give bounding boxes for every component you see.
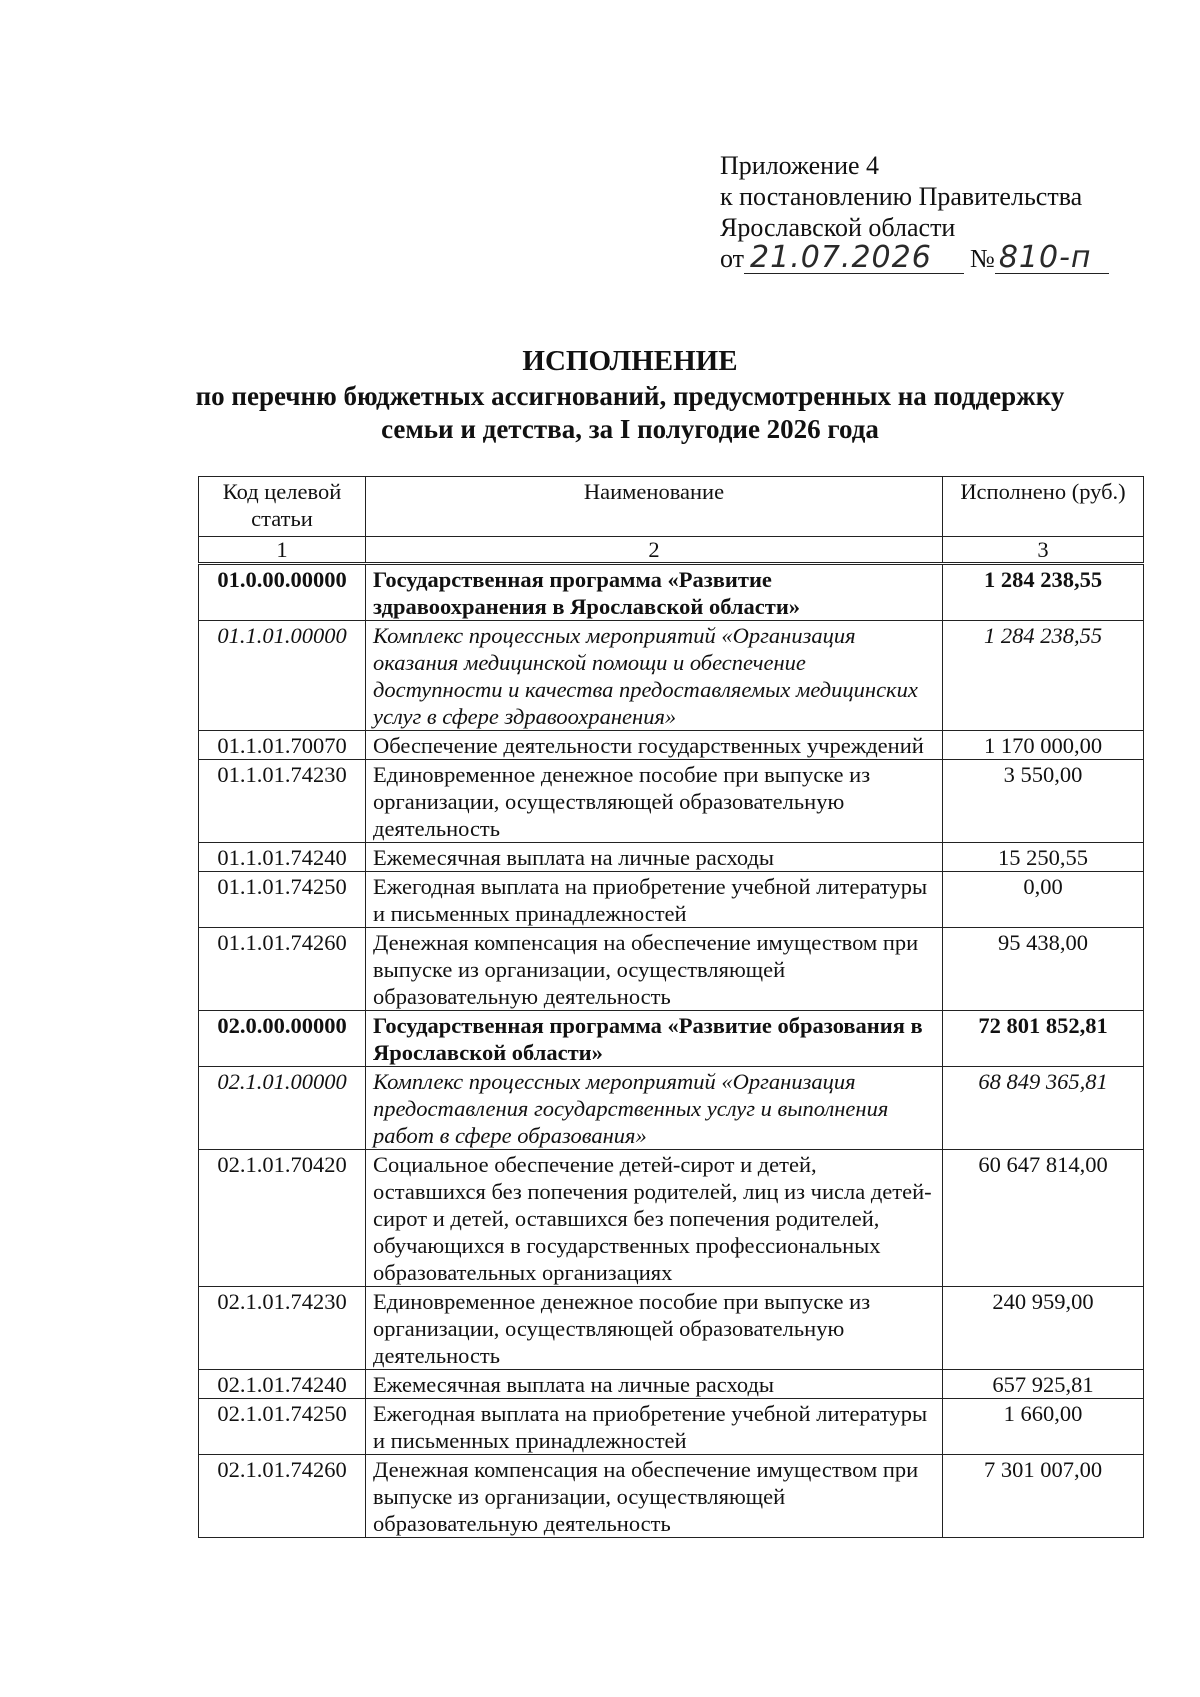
row-name: Комплекс процессных мероприятий «Организация предоставления государственных услуг и выполнения работ в сфере образования» xyxy=(366,1067,943,1150)
table-body xyxy=(199,564,1144,1538)
row-code: 01.0.00.00000 xyxy=(199,564,366,621)
appendix-line-1: Приложение 4 xyxy=(720,151,880,180)
row-code: 02.1.01.74230 xyxy=(199,1287,366,1370)
from-label: от xyxy=(720,244,745,273)
table-header-row xyxy=(199,477,1144,537)
header-name: Наименование xyxy=(366,477,943,537)
title-subtitle-2: семьи и детства, за I полугодие 2026 года xyxy=(381,414,879,444)
row-amount: 0,00 xyxy=(943,872,1144,928)
table-row xyxy=(199,1399,1144,1455)
column-number-1: 1 xyxy=(199,537,366,564)
row-code: 01.1.01.70070 xyxy=(199,731,366,760)
row-amount: 657 925,81 xyxy=(943,1370,1144,1399)
table-row xyxy=(199,731,1144,760)
column-number-row xyxy=(199,537,1144,564)
header-amount: Исполнено (руб.) xyxy=(943,477,1144,537)
row-name: Обеспечение деятельности государственных учреждений xyxy=(366,731,943,760)
row-amount: 1 284 238,55 xyxy=(943,621,1144,731)
row-code: 02.1.01.74250 xyxy=(199,1399,366,1455)
row-code: 02.0.00.00000 xyxy=(199,1011,366,1067)
row-code: 01.1.01.74260 xyxy=(199,928,366,1011)
row-amount: 1 660,00 xyxy=(943,1399,1144,1455)
row-amount: 1 170 000,00 xyxy=(943,731,1144,760)
row-code: 01.1.01.00000 xyxy=(199,621,366,731)
row-name: Ежегодная выплата на приобретение учебной литературы и письменных принадлежностей xyxy=(366,872,943,928)
column-number-3: 3 xyxy=(943,537,1144,564)
row-amount: 7 301 007,00 xyxy=(943,1455,1144,1538)
budget-table xyxy=(198,476,1144,1538)
row-name: Единовременное денежное пособие при выпуске из организации, осуществляющей образовательную деятельность xyxy=(366,1287,943,1370)
handwritten-date: 21.07.2026 xyxy=(744,243,964,274)
row-amount: 68 849 365,81 xyxy=(943,1067,1144,1150)
table-row xyxy=(199,1370,1144,1399)
row-amount: 3 550,00 xyxy=(943,760,1144,843)
row-name: Социальное обеспечение детей-сирот и детей, оставшихся без попечения родителей, лиц из числа детей-сирот и детей, оставшихся без попечения родителей, обучающихся в государственных профессиональных образовательных организациях xyxy=(366,1150,943,1287)
row-amount: 15 250,55 xyxy=(943,843,1144,872)
row-code: 02.1.01.70420 xyxy=(199,1150,366,1287)
row-amount: 1 284 238,55 xyxy=(943,564,1144,621)
header-code: Код целевой статьи xyxy=(199,477,366,537)
row-name: Единовременное денежное пособие при выпуске из организации, осуществляющей образовательную деятельность xyxy=(366,760,943,843)
row-code: 01.1.01.74240 xyxy=(199,843,366,872)
table-row xyxy=(199,843,1144,872)
row-code: 01.1.01.74250 xyxy=(199,872,366,928)
row-name: Государственная программа «Развитие образования в Ярославской области» xyxy=(366,1011,943,1067)
row-amount: 72 801 852,81 xyxy=(943,1011,1144,1067)
row-name: Денежная компенсация на обеспечение имуществом при выпуске из организации, осуществляющей образовательную деятельность xyxy=(366,928,943,1011)
row-code: 02.1.01.74260 xyxy=(199,1455,366,1538)
appendix-line-2: к постановлению Правительства xyxy=(720,182,1083,211)
title-main: ИСПОЛНЕНИЕ xyxy=(522,345,738,377)
table-row xyxy=(199,621,1144,731)
appendix-block xyxy=(720,150,1160,274)
table-row xyxy=(199,760,1144,843)
row-amount: 60 647 814,00 xyxy=(943,1150,1144,1287)
table-row xyxy=(199,1150,1144,1287)
row-name: Денежная компенсация на обеспечение имуществом при выпуске из организации, осуществляющей образовательную деятельность xyxy=(366,1455,943,1538)
table-row xyxy=(199,1011,1144,1067)
row-amount: 95 438,00 xyxy=(943,928,1144,1011)
number-label: № xyxy=(970,244,995,273)
row-name: Ежемесячная выплата на личные расходы xyxy=(366,843,943,872)
appendix-date-number-line xyxy=(720,240,1160,275)
handwritten-number: 810-п xyxy=(995,243,1109,274)
appendix-line-3: Ярославской области xyxy=(720,213,956,242)
row-code: 02.1.01.74240 xyxy=(199,1370,366,1399)
row-name: Ежемесячная выплата на личные расходы xyxy=(366,1370,943,1399)
row-name: Государственная программа «Развитие здравоохранения в Ярославской области» xyxy=(366,564,943,621)
table-row xyxy=(199,564,1144,621)
row-name: Ежегодная выплата на приобретение учебной литературы и письменных принадлежностей xyxy=(366,1399,943,1455)
table-row xyxy=(199,1287,1144,1370)
table-row xyxy=(199,1455,1144,1538)
table-row xyxy=(199,1067,1144,1150)
row-code: 02.1.01.00000 xyxy=(199,1067,366,1150)
row-name: Комплекс процессных мероприятий «Организация оказания медицинской помощи и обеспечение доступности и качества предоставляемых медицинских услуг в сфере здравоохранения» xyxy=(366,621,943,731)
row-code: 01.1.01.74230 xyxy=(199,760,366,843)
table-row xyxy=(199,928,1144,1011)
column-number-2: 2 xyxy=(366,537,943,564)
document-title xyxy=(170,345,1090,446)
table-row xyxy=(199,872,1144,928)
row-amount: 240 959,00 xyxy=(943,1287,1144,1370)
title-subtitle-1: по перечню бюджетных ассигнований, предусмотренных на поддержку xyxy=(195,381,1065,411)
